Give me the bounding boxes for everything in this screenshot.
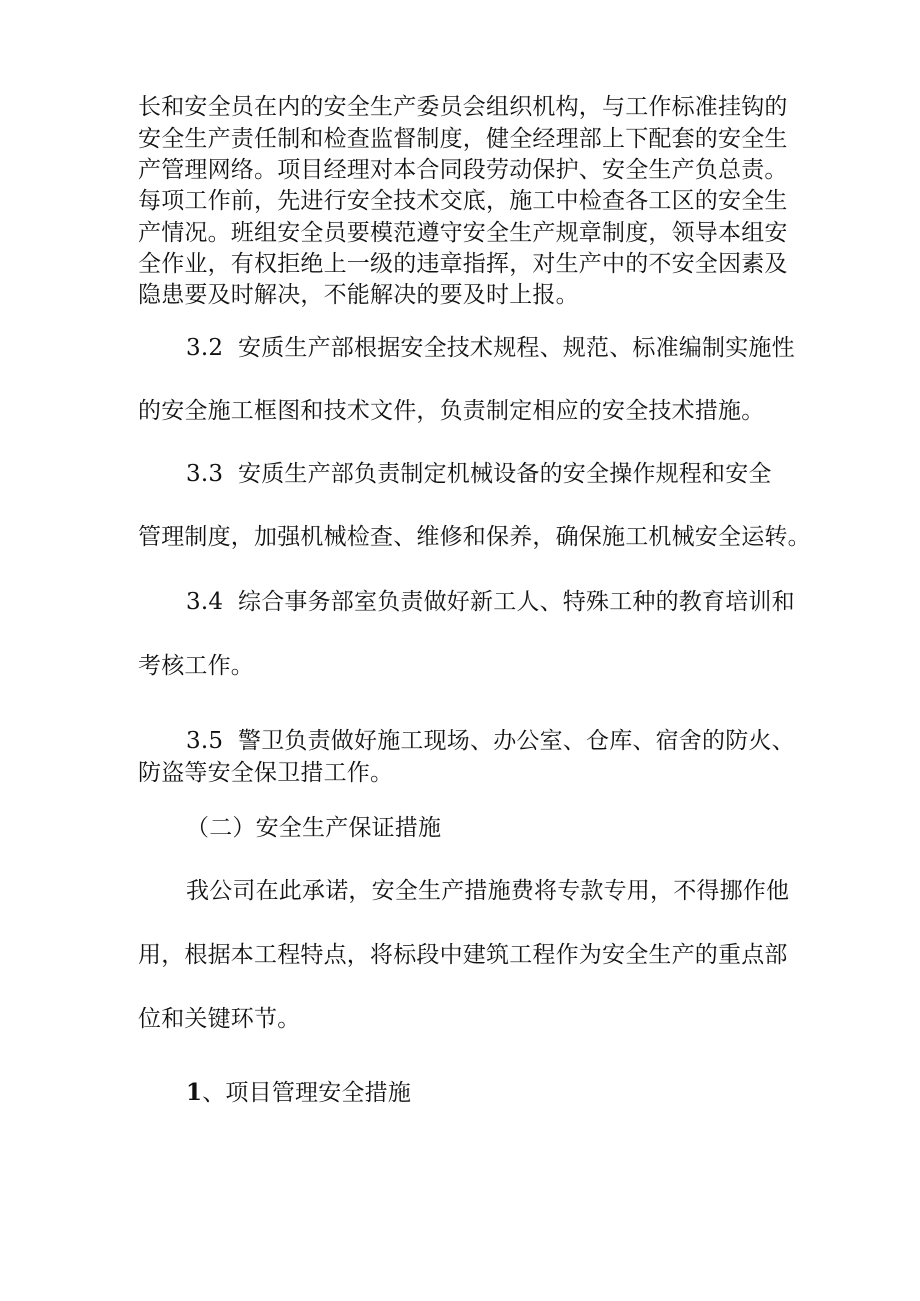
paragraph-line: 每项工作前，先进行安全技术交底，施工中检查各工区的安全生	[138, 188, 788, 214]
item-text: 综合事务部室负责做好新工人、特殊工种的教育培训和	[238, 589, 795, 615]
paragraph-line: 安全生产责任制和检查监督制度，健全经理部上下配套的安全生	[138, 126, 788, 152]
commitment-line2: 用，根据本工程特点，将标段中建筑工程作为安全生产的重点部	[138, 942, 788, 968]
subheading	[186, 1078, 411, 1108]
paragraph-line: 产管理网络。项目经理对本合同段劳动保护、安全生产负总责。	[138, 157, 788, 183]
item-3-4-line2: 考核工作。	[138, 653, 254, 679]
paragraph-line: 全作业，有权拒绝上一级的违章指挥，对生产中的不安全因素及	[138, 251, 788, 277]
item-3-2-line1	[186, 333, 795, 363]
item-text: 安质生产部负责制定机械设备的安全操作规程和安全	[238, 461, 772, 487]
item-text: 安质生产部根据安全技术规程、规范、标准编制实施性	[238, 335, 795, 361]
paragraph-line: 隐患要及时解决，不能解决的要及时上报。	[138, 282, 579, 308]
subheading-text: 、项目管理安全措施	[202, 1080, 412, 1106]
subheading-number: 1	[186, 1079, 203, 1106]
item-number: 3.3	[186, 461, 224, 487]
item-number: 3.5	[186, 728, 224, 754]
item-3-5-line2: 防盗等安全保卫措工作。	[138, 760, 394, 786]
commitment-line3: 位和关键环节。	[138, 1006, 301, 1032]
paragraph-line: 产情况。班组安全员要模范遵守安全生产规章制度，领导本组安	[138, 220, 788, 246]
item-3-5-line1	[186, 726, 795, 756]
item-3-4-line1	[186, 587, 795, 617]
commitment-line1: 我公司在此承诺，安全生产措施费将专款专用，不得挪作他	[186, 878, 790, 904]
item-text: 警卫负责做好施工现场、办公室、仓库、宿舍的防火、	[238, 728, 795, 754]
section-heading: （二）安全生产保证措施	[186, 815, 442, 841]
item-3-2-line2: 的安全施工框图和技术文件，负责制定相应的安全技术措施。	[138, 398, 765, 424]
item-number: 3.4	[186, 589, 224, 615]
item-3-3-line2: 管理制度，加强机械检查、维修和保养，确保施工机械安全运转。	[138, 524, 811, 550]
paragraph-line: 长和安全员在内的安全生产委员会组织机构，与工作标准挂钩的	[138, 94, 788, 120]
item-3-3-line1	[186, 459, 772, 489]
item-number: 3.2	[186, 335, 224, 361]
